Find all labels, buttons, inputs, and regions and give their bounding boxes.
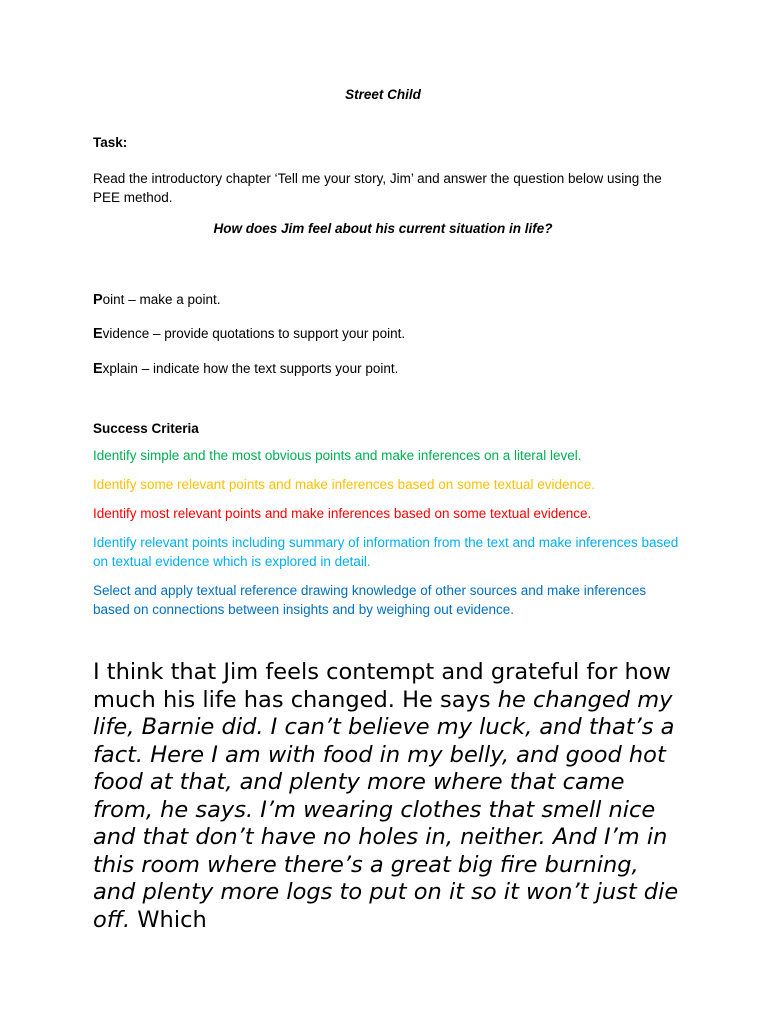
answer-intro: I think that Jim feels contempt and grateful for how much his life has changed. He says [93,659,671,713]
answer-quotation: he changed my life, Barnie did. I can’t believe my luck, and that’s a fact. Here I am with food in my belly, and good hot food at that, and plenty more where that came from, he says. I’m wearing clothes that smell nice and that don’t have no holes in, neither. And I’m in this room where there’s a great big fire burning, and plenty more logs to put on it so it won’t just die off. [93,686,679,933]
success-criteria-heading: Success Criteria [93,421,199,436]
pee-explain-initial: E [93,361,103,377]
pee-evidence-text: vidence – provide quotations to support your point. [102,326,406,341]
document-title: Street Child [345,87,421,102]
criterion-dark-blue: Select and apply textual reference drawing knowledge of other sources and make inferences based on connections between insights and by weighing out evidence. [93,583,647,617]
criterion-green: Identify simple and the most obvious points and make inferences on a literal level. [93,448,582,463]
pee-evidence-initial: E [93,326,103,342]
task-heading: Task: [93,135,128,150]
task-instructions: Read the introductory chapter ‘Tell me your story, Jim’ and answer the question below using the PEE method. [93,171,662,205]
pee-point-line [93,292,221,308]
criterion-red: Identify most relevant points and make inferences based on some textual evidence. [93,506,592,521]
student-answer [93,659,683,934]
pee-explain-line [93,361,398,377]
task-question: How does Jim feel about his current situation in life? [213,221,553,236]
pee-point-initial: P [93,292,103,308]
pee-evidence-line [93,326,405,342]
criterion-light-blue: Identify relevant points including summary of information from the text and make inferences based on textual evidence which is explored in detail. [93,535,679,569]
answer-continuation: Which [130,906,207,933]
criterion-amber: Identify some relevant points and make inferences based on some textual evidence. [93,477,596,492]
pee-point-text: oint – make a point. [102,292,221,307]
pee-explain-text: xplain – indicate how the text supports your point. [102,361,399,376]
